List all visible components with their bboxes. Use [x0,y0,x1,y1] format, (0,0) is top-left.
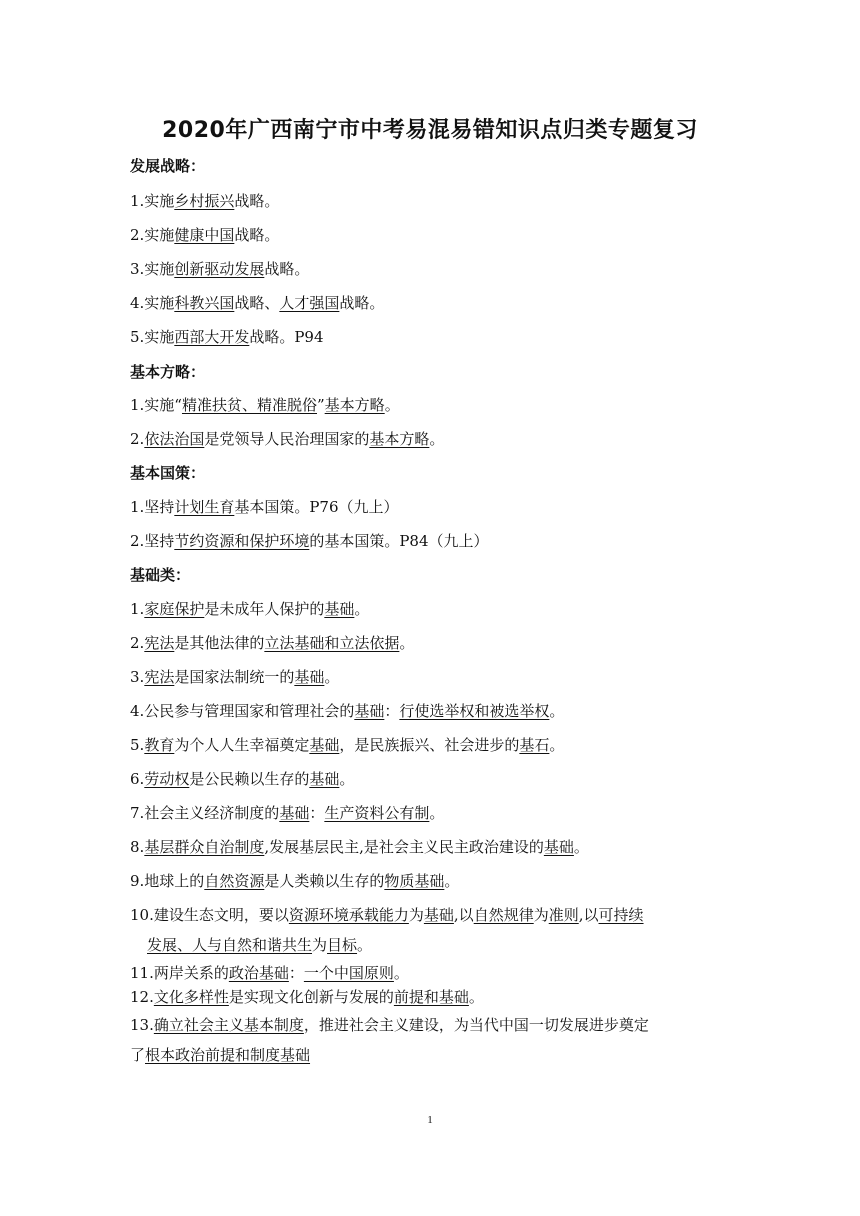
text-run: ： [309,804,325,822]
text-run: 是公民赖以生存的 [189,770,310,788]
text-run: 战略。 [339,294,385,312]
text-run: 战略。 [264,260,310,278]
list-item [130,768,354,789]
underlined-keyword: 发展、人与自然和谐共生 [147,936,313,954]
underlined-keyword: 健康中国 [174,226,235,244]
section-heading: 基本方略： [130,363,206,381]
text-run: ,以 [453,906,474,924]
list-item [130,632,414,653]
text-run: 。 [429,804,445,822]
text-run: 13. [130,1016,154,1034]
text-run: ： [288,964,304,982]
list-item [130,224,279,245]
text-run: 战略。 [234,192,280,210]
text-run: 3.实施 [130,260,175,278]
document-title: 2020年广西南宁市中考易混易错知识点归类专题复习 [162,118,698,143]
text-run: 1.实施 [130,192,175,210]
text-run: 战略、 [234,294,280,312]
list-item [130,530,489,551]
text-run: 。 [549,736,565,754]
text-run: ，是民族振兴、社会进步的 [339,736,520,754]
text-run: 6. [130,770,145,788]
underlined-keyword: 政治基础 [228,964,289,982]
underlined-keyword: 基础 [309,770,340,788]
underlined-keyword: 可持续 [598,906,644,924]
text-run: 1.实施“ [130,396,182,414]
text-run: ,以 [578,906,599,924]
text-run: 2. [130,634,145,652]
list-item [130,734,564,755]
underlined-keyword: 基础 [309,736,340,754]
text-run: 为个人人生幸福奠定 [174,736,310,754]
text-run: 。 [339,770,355,788]
section-heading: 发展战略： [130,157,206,175]
underlined-keyword: 自然资源 [204,872,265,890]
text-run: 3. [130,668,145,686]
underlined-keyword: 文化多样性 [153,988,229,1006]
page-number: 1 [427,1114,433,1126]
text-run: 12. [130,988,154,1006]
section-heading: 基本国策： [130,464,206,482]
text-run: 。 [549,702,565,720]
text-run: 为 [312,936,328,954]
underlined-keyword: 家庭保护 [144,600,205,618]
text-run: 为 [533,906,549,924]
list-item [130,666,339,687]
underlined-keyword: 创新驱动发展 [174,260,265,278]
underlined-keyword: 基本方略 [369,430,430,448]
text-run: 4.实施 [130,294,175,312]
text-run: 。 [357,936,373,954]
list-item [130,986,484,1007]
underlined-keyword: 基石 [519,736,550,754]
text-run: 。 [429,430,445,448]
list-item [130,190,279,211]
text-run: 1. [130,600,145,618]
underlined-keyword: 物质基础 [384,872,445,890]
underlined-keyword: 根本政治前提和制度基础 [145,1046,311,1064]
text-run: 。 [399,634,415,652]
list-item [130,258,309,279]
text-run: ，推进社会主义建设，为当代中国一切发展进步奠定 [303,1016,649,1034]
underlined-keyword: 一个中国原则 [303,964,394,982]
text-run: 。 [354,600,370,618]
underlined-keyword: 基础 [423,906,454,924]
section-heading: 基础类： [130,566,191,584]
list-item [130,700,564,721]
underlined-keyword: 目标 [327,936,358,954]
text-run: 。 [468,988,484,1006]
text-run: 2.实施 [130,226,175,244]
list-item [130,870,459,891]
list-item [130,1044,310,1065]
text-run: 为 [408,906,424,924]
text-run: 。 [573,838,589,856]
list-item [130,802,444,823]
list-item [130,836,589,857]
underlined-keyword: 西部大开发 [174,328,250,346]
underlined-keyword: 计划生育 [174,498,235,516]
text-run: 是国家法制统一的 [174,668,295,686]
text-run: 2. [130,430,145,448]
underlined-keyword: 基础 [354,702,385,720]
text-run: 是其他法律的 [174,634,265,652]
underlined-keyword: 基础 [324,600,355,618]
underlined-keyword: 基层群众自治制度 [144,838,265,856]
underlined-keyword: 自然规律 [473,906,534,924]
list-item [130,598,369,619]
underlined-keyword: 确立社会主义基本制度 [153,1016,304,1034]
text-run: 4.公民参与管理国家和管理社会的 [130,702,355,720]
underlined-keyword: 基本方略 [324,396,385,414]
text-run: 9.地球上的 [130,872,205,890]
text-run: 战略。 [234,226,280,244]
text-run: 的基本国策。P84（九上） [309,532,489,550]
text-run: 10.建设生态文明，要以 [130,906,289,924]
text-run: 。 [324,668,340,686]
underlined-keyword: 准则 [548,906,579,924]
underlined-keyword: 教育 [144,736,175,754]
list-item [130,326,324,347]
underlined-keyword: 资源环境承载能力 [288,906,409,924]
text-run: 1.坚持 [130,498,175,516]
underlined-keyword: 基础 [543,838,574,856]
text-run: 基本国策。P76（九上） [234,498,399,516]
text-run: 。 [393,964,409,982]
list-item [130,292,384,313]
underlined-keyword: 前提和基础 [393,988,469,1006]
underlined-keyword: 宪法 [144,668,175,686]
list-item [130,904,644,925]
text-run: ” [317,396,325,414]
underlined-keyword: 行使选举权和被选举权 [399,702,550,720]
underlined-keyword: 节约资源和保护环境 [174,532,310,550]
text-run: 是党领导人民治理国家的 [204,430,370,448]
list-item [130,394,400,415]
text-run: ： [384,702,400,720]
underlined-keyword: 精准扶贫、精准脱俗 [181,396,317,414]
underlined-keyword: 科教兴国 [174,294,235,312]
underlined-keyword: 基础 [279,804,310,822]
underlined-keyword: 乡村振兴 [174,192,235,210]
underlined-keyword: 宪法 [144,634,175,652]
text-run: ,发展基层民主,是社会主义民主政治建设的 [264,838,544,856]
underlined-keyword: 劳动权 [144,770,190,788]
list-item [130,1014,649,1035]
text-run: 。 [384,396,400,414]
underlined-keyword: 生产资料公有制 [324,804,430,822]
text-run: 2.坚持 [130,532,175,550]
underlined-keyword: 依法治国 [144,430,205,448]
underlined-keyword: 人才强国 [279,294,340,312]
list-item [130,496,399,517]
list-item [147,934,372,955]
underlined-keyword: 立法基础和立法依据 [264,634,400,652]
text-run: 5.实施 [130,328,175,346]
text-run: 7.社会主义经济制度的 [130,804,280,822]
text-run: 。 [444,872,460,890]
text-run: 战略。P94 [249,328,324,346]
text-run: 是未成年人保护的 [204,600,325,618]
text-run: 11.两岸关系的 [130,964,229,982]
text-run: 是实现文化创新与发展的 [228,988,394,1006]
text-run: 5. [130,736,145,754]
list-item [130,962,409,983]
text-run: 8. [130,838,145,856]
text-run: 了 [130,1046,146,1064]
text-run: 是人类赖以生存的 [264,872,385,890]
list-item [130,428,444,449]
underlined-keyword: 基础 [294,668,325,686]
